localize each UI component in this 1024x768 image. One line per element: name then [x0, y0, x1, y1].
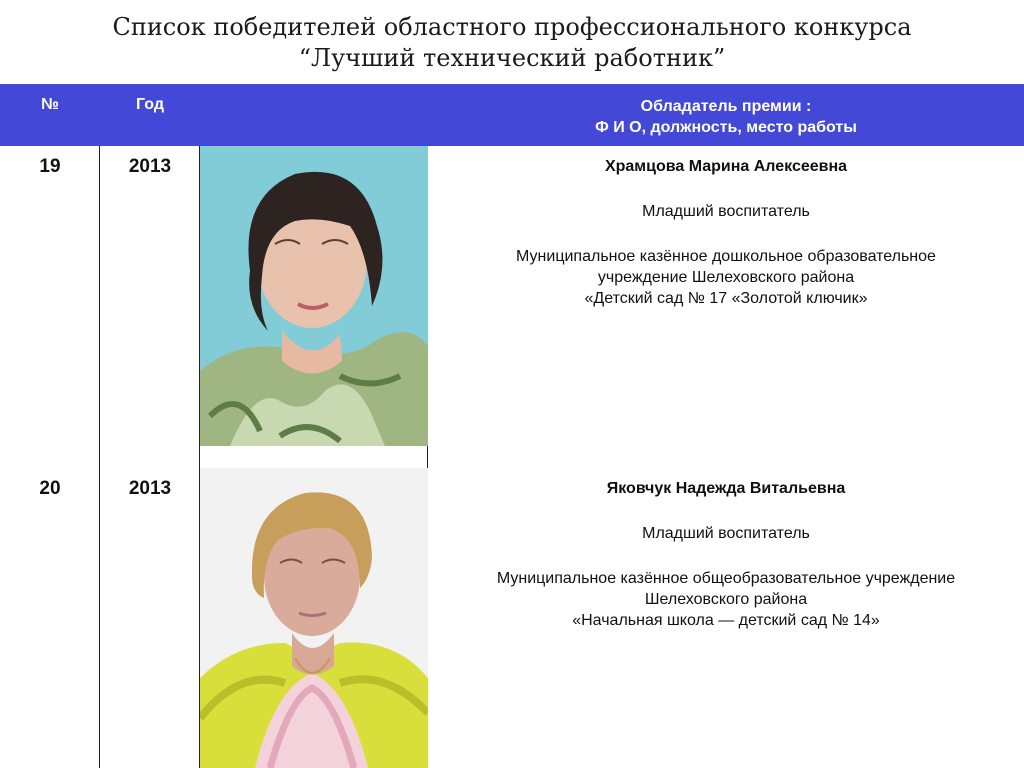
header-year: Год	[136, 96, 164, 113]
header-owner-line-2: Ф И О, должность, место работы	[595, 119, 857, 136]
header-number: №	[41, 96, 59, 113]
organization-line-2: Шелеховского района	[644, 591, 808, 608]
winner-photo	[200, 146, 428, 446]
title-line-1: Список победителей областного профессионального конкурса	[112, 13, 912, 41]
winner-name: Храмцова Марина Алексеевна	[604, 158, 848, 175]
winner-name: Яковчук Надежда Витальевна	[606, 480, 846, 497]
row-year: 2013	[128, 156, 172, 177]
winner-photo	[200, 468, 428, 768]
row-year: 2013	[128, 478, 172, 499]
header-owner-line-1: Обладатель премии :	[640, 98, 812, 115]
winner-info	[428, 468, 1024, 631]
page-title	[0, 12, 1024, 74]
winner-organization	[428, 246, 1024, 309]
winner-position: Младший воспитатель	[642, 203, 810, 220]
winner-info	[428, 146, 1024, 309]
organization-line-1: Муниципальное казённое общеобразовательное учреждение	[496, 570, 956, 587]
row-number: 19	[39, 156, 61, 177]
table-row	[0, 146, 1024, 464]
winner-position: Младший воспитатель	[642, 525, 810, 542]
portrait-image	[200, 468, 428, 768]
title-line-2: “Лучший технический работник”	[298, 44, 726, 72]
organization-line-1: Муниципальное казённое дошкольное образовательное	[516, 248, 936, 265]
table-row	[0, 468, 1024, 768]
row-number: 20	[39, 478, 61, 499]
organization-line-3: «Детский сад № 17 «Золотой ключик»	[584, 290, 868, 307]
header-owner	[428, 96, 1024, 138]
table-header	[0, 84, 1024, 146]
organization-line-3: «Начальная школа — детский сад № 14»	[572, 612, 880, 629]
organization-line-2: учреждение Шелеховского района	[597, 269, 855, 286]
winner-organization	[428, 568, 1024, 631]
portrait-image	[200, 146, 428, 446]
